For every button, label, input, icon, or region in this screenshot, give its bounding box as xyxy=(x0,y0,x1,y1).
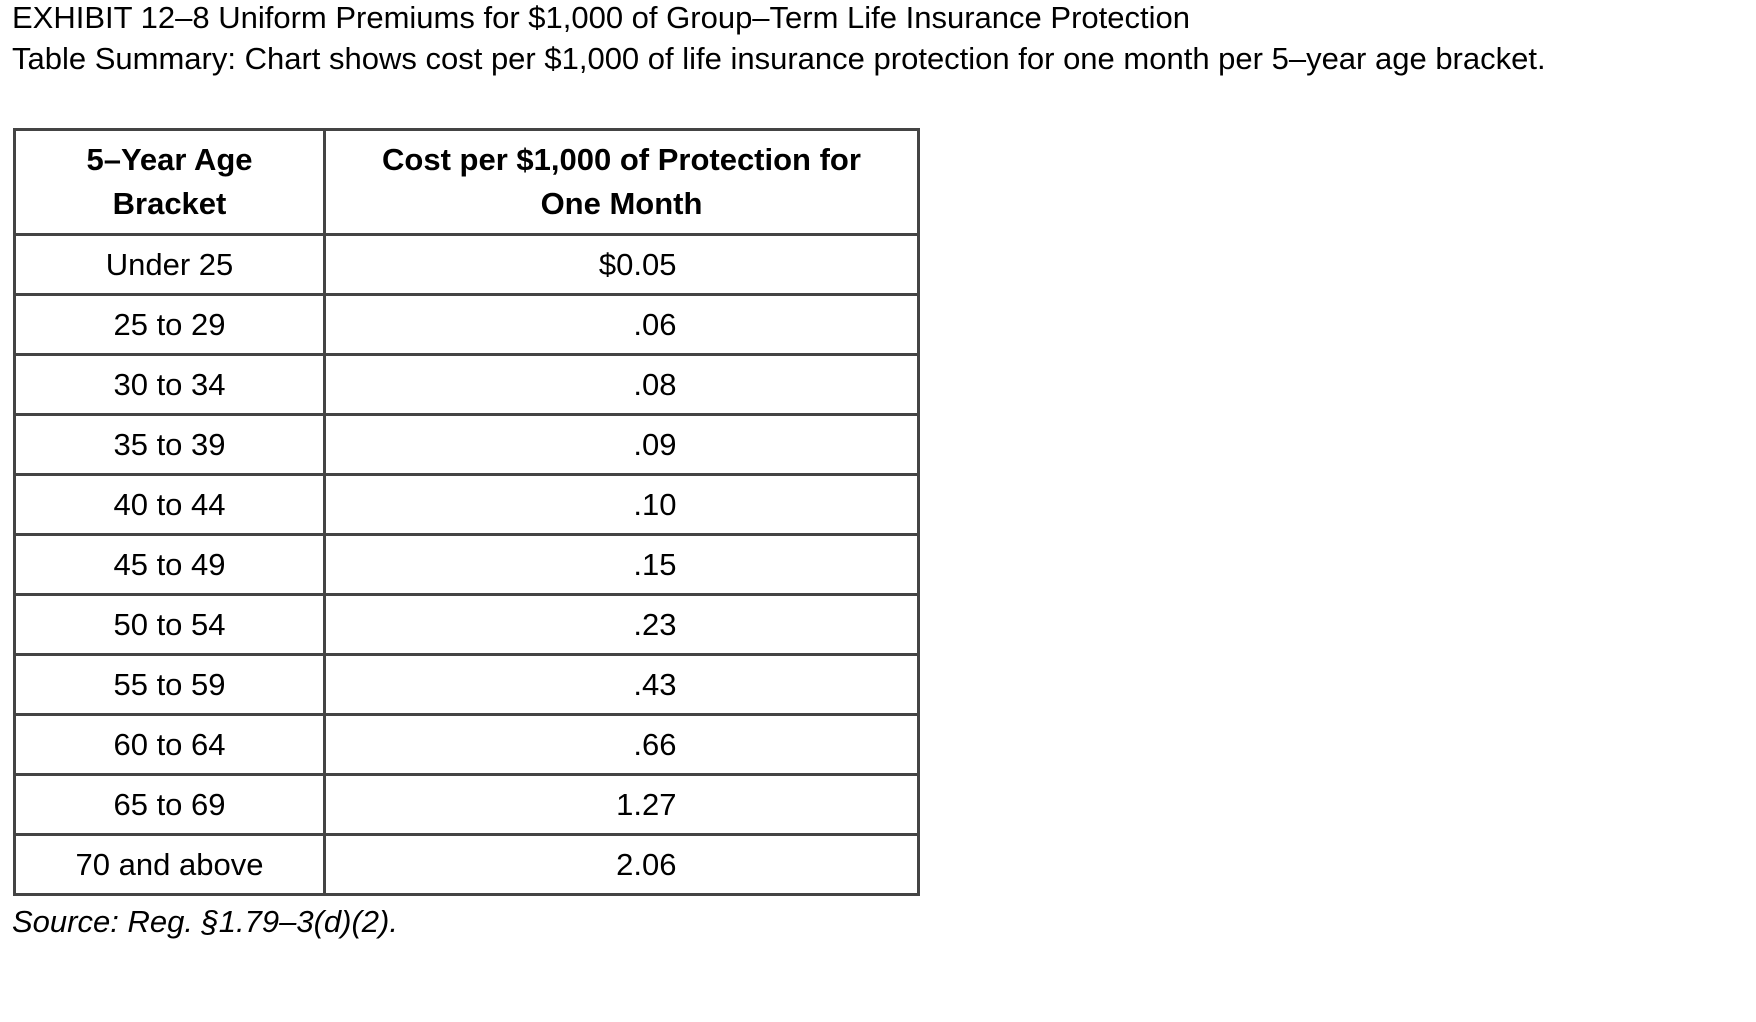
cost-cell xyxy=(325,415,919,475)
header-cost-line1: Cost per $1,000 of Protection for xyxy=(382,142,861,177)
table-row xyxy=(15,295,919,355)
cost-value: 2.06 xyxy=(616,846,677,882)
cost-value: .66 xyxy=(633,726,677,762)
age-cell: 50 to 54 xyxy=(15,595,325,655)
cost-value: .06 xyxy=(633,306,677,342)
cost-value: $0.05 xyxy=(598,246,677,282)
age-cell: 35 to 39 xyxy=(15,415,325,475)
table-row xyxy=(15,595,919,655)
cost-cell xyxy=(325,535,919,595)
cost-cell xyxy=(325,835,919,895)
cost-cell xyxy=(325,775,919,835)
header-cost-line2: One Month xyxy=(540,186,703,221)
age-cell: 30 to 34 xyxy=(15,355,325,415)
table-row xyxy=(15,775,919,835)
table-row xyxy=(15,715,919,775)
cost-value: .10 xyxy=(633,486,677,522)
table-header xyxy=(15,130,919,235)
cost-value: .08 xyxy=(633,366,677,402)
cost-cell xyxy=(325,235,919,295)
header-cost xyxy=(325,130,919,235)
age-cell: 40 to 44 xyxy=(15,475,325,535)
cost-value: .15 xyxy=(633,546,677,582)
table-row xyxy=(15,475,919,535)
cost-cell xyxy=(325,595,919,655)
cost-cell xyxy=(325,475,919,535)
header-row xyxy=(15,130,919,235)
table-summary: Table Summary: Chart shows cost per $1,000 of life insurance protection for one month per 5–year age bracket. xyxy=(12,41,1546,76)
cost-cell xyxy=(325,655,919,715)
cost-value: .23 xyxy=(633,606,677,642)
cost-cell xyxy=(325,715,919,775)
age-cell: 55 to 59 xyxy=(15,655,325,715)
cost-cell xyxy=(325,295,919,355)
age-cell: 45 to 49 xyxy=(15,535,325,595)
table-row xyxy=(15,535,919,595)
age-cell: 65 to 69 xyxy=(15,775,325,835)
header-age-bracket xyxy=(15,130,325,235)
source-note: Source: Reg. §1.79–3(d)(2). xyxy=(12,904,398,939)
table-row xyxy=(15,415,919,475)
exhibit-title: EXHIBIT 12–8 Uniform Premiums for $1,000 of Group–Term Life Insurance Protection xyxy=(12,0,1190,35)
age-cell: 25 to 29 xyxy=(15,295,325,355)
table-body xyxy=(15,235,919,895)
header-age-line1: 5–Year Age xyxy=(86,142,253,177)
table-row xyxy=(15,655,919,715)
cost-cell xyxy=(325,355,919,415)
age-cell: 70 and above xyxy=(15,835,325,895)
cost-value: .43 xyxy=(633,666,677,702)
cost-value: .09 xyxy=(633,426,677,462)
cost-value: 1.27 xyxy=(616,786,677,822)
age-cell: 60 to 64 xyxy=(15,715,325,775)
header-age-line2: Bracket xyxy=(112,186,227,221)
age-cell: Under 25 xyxy=(15,235,325,295)
premium-table xyxy=(13,128,920,896)
table-row xyxy=(15,235,919,295)
table-row xyxy=(15,835,919,895)
table-row xyxy=(15,355,919,415)
